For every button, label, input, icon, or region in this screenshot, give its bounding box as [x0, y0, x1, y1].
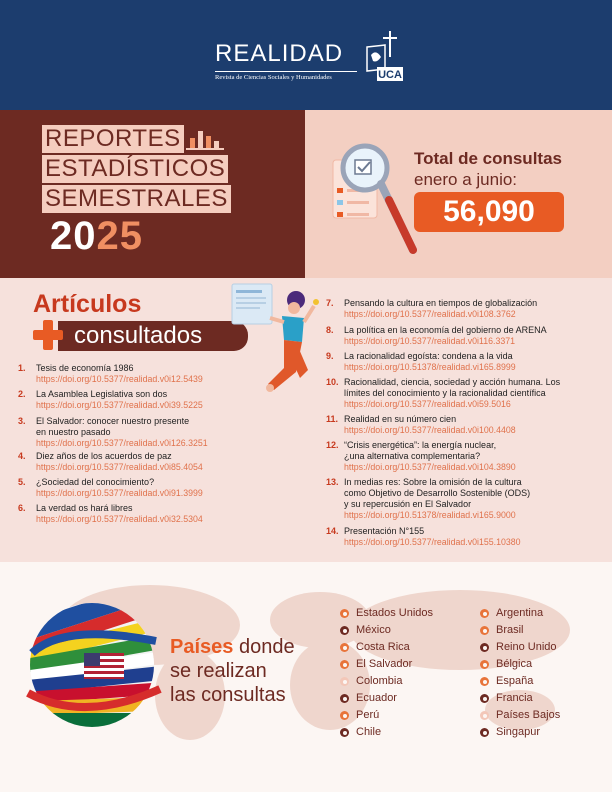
uca-logo-icon	[361, 31, 407, 83]
brand-divider	[215, 71, 357, 72]
country-name: Perú	[356, 709, 380, 721]
bar-chart-icon	[186, 128, 224, 150]
article-doi-link[interactable]: https://doi.org/10.51378/realidad.vi165.9000	[344, 510, 516, 520]
countries-title-rest: donde	[233, 636, 295, 658]
article-number: 13.	[326, 477, 339, 487]
country-name: Chile	[356, 726, 382, 738]
countries-title	[170, 635, 295, 707]
article-title: La verdad os hará libres	[36, 503, 133, 513]
article-doi-link[interactable]: https://doi.org/10.5377/realidad.v0i91.3999	[36, 488, 203, 498]
article-number: 5.	[18, 477, 26, 487]
country-name: España	[496, 675, 534, 687]
article-number: 10.	[326, 377, 339, 387]
total-title: Total de consultas	[414, 149, 562, 168]
article-title: In medias res: Sobre la omisión de la cultura	[344, 477, 522, 487]
country-bullet-icon	[340, 626, 349, 635]
report-title-line: REPORTES	[42, 125, 184, 153]
country-name: Estados Unidos	[356, 607, 434, 619]
article-title: como Objetivo de Desarrollo Sostenible (ODS)	[344, 488, 531, 498]
plus-icon	[31, 318, 65, 352]
flags-globe-icon	[24, 593, 164, 743]
country-bullet-icon	[480, 728, 489, 737]
total-period: enero a junio:	[414, 170, 518, 189]
article-title: El Salvador: conocer nuestro presente	[36, 416, 190, 426]
article-number: 12.	[326, 440, 339, 450]
article-number: 6.	[18, 503, 26, 513]
country-bullet-icon	[340, 660, 349, 669]
article-doi-link[interactable]: https://doi.org/10.5377/realidad.v0i59.5016	[344, 399, 511, 409]
country-bullet-icon	[480, 694, 489, 703]
article-number: 1.	[18, 363, 26, 373]
article-title: La política en la economía del gobierno de ARENA	[344, 325, 547, 335]
article-doi-link[interactable]: https://doi.org/10.5377/realidad.v0i85.4054	[36, 462, 203, 472]
article-title: La racionalidad egoísta: condena a la vida	[344, 351, 513, 361]
country-bullet-icon	[480, 626, 489, 635]
article-doi-link[interactable]: https://doi.org/10.5377/realidad.v0i108.3762	[344, 309, 516, 319]
article-title: Pensando la cultura en tiempos de globalización	[344, 298, 538, 308]
country-name: Colombia	[356, 675, 403, 687]
article-title: Tesis de economía 1986	[36, 363, 134, 373]
article-number: 11.	[326, 414, 339, 424]
article-number: 14.	[326, 526, 339, 536]
articles-subtitle: consultados	[74, 322, 203, 349]
country-name: Brasil	[496, 624, 524, 636]
article-title: Realidad en su número cien	[344, 414, 457, 424]
brand-name: REALIDAD	[215, 40, 344, 67]
country-name: El Salvador	[356, 658, 413, 670]
country-bullet-icon	[340, 711, 349, 720]
countries-title-line2: se realizan	[170, 660, 267, 682]
article-title: Diez años de los acuerdos de paz	[36, 451, 172, 461]
article-doi-link[interactable]: https://doi.org/10.5377/realidad.v0i155.10380	[344, 537, 521, 547]
article-number: 4.	[18, 451, 26, 461]
article-title: y su repercusión en El Salvador	[344, 499, 472, 509]
article-title: Racionalidad, ciencia, sociedad y acción humana. Los	[344, 377, 561, 387]
country-bullet-icon	[340, 728, 349, 737]
countries-title-line3: las consultas	[170, 684, 286, 706]
article-doi-link[interactable]: https://doi.org/10.5377/realidad.v0i104.3890	[344, 462, 516, 472]
uca-logo-text: UCA	[378, 69, 402, 81]
country-name: Bélgica	[496, 658, 533, 670]
report-title-line: SEMESTRALES	[42, 185, 231, 213]
article-doi-link[interactable]: https://doi.org/10.51378/realidad.vi165.8999	[344, 362, 516, 372]
article-doi-link[interactable]: https://doi.org/10.5377/realidad.v0i39.5225	[36, 400, 203, 410]
article-title: en nuestro pasado	[36, 427, 111, 437]
report-year	[50, 214, 143, 259]
article-doi-link[interactable]: https://doi.org/10.5377/realidad.v0i12.5439	[36, 374, 203, 384]
article-title: Presentación N°155	[344, 526, 425, 536]
country-bullet-icon	[340, 694, 349, 703]
brand-subtitle: Revista de Ciencias Sociales y Humanidades	[215, 74, 332, 81]
country-name: Ecuador	[356, 692, 397, 704]
country-bullet-icon	[480, 643, 489, 652]
country-name: Argentina	[496, 607, 544, 619]
woman-reading-illustration-icon	[230, 282, 320, 400]
country-bullet-icon	[340, 643, 349, 652]
country-name: Costa Rica	[356, 641, 410, 653]
country-name: Reino Unido	[496, 641, 557, 653]
article-title: ¿una alternativa complementaria?	[344, 451, 481, 461]
articles-title: Artículos	[33, 290, 142, 318]
magnifier-checklist-icon	[325, 138, 420, 256]
article-doi-link[interactable]: https://doi.org/10.5377/realidad.v0i126.3251	[36, 438, 208, 448]
year-suffix: 25	[96, 214, 143, 258]
article-number: 2.	[18, 389, 26, 399]
country-bullet-icon	[480, 609, 489, 618]
countries-title-bold: Países	[170, 636, 234, 658]
country-name: Países Bajos	[496, 709, 561, 721]
article-number: 3.	[18, 416, 26, 426]
country-name: Francia	[496, 692, 533, 704]
article-number: 9.	[326, 351, 334, 361]
article-number: 7.	[326, 298, 334, 308]
article-title: “Crisis energética”: la energía nuclear,	[344, 440, 497, 450]
article-doi-link[interactable]: https://doi.org/10.5377/realidad.v0i100.4408	[344, 425, 516, 435]
country-bullet-icon	[480, 711, 489, 720]
total-value: 56,090	[414, 192, 564, 232]
country-name: México	[356, 624, 391, 636]
article-doi-link[interactable]: https://doi.org/10.5377/realidad.v0i116.3371	[344, 336, 516, 346]
country-bullet-icon	[340, 609, 349, 618]
article-title: límites del conocimiento y la racionalidad científica	[344, 388, 546, 398]
article-title: ¿Sociedad del conocimiento?	[36, 477, 155, 487]
article-title: La Asamblea Legislativa son dos	[36, 389, 168, 399]
country-bullet-icon	[340, 677, 349, 686]
country-bullet-icon	[480, 660, 489, 669]
country-bullet-icon	[480, 677, 489, 686]
article-number: 8.	[326, 325, 334, 335]
article-doi-link[interactable]: https://doi.org/10.5377/realidad.v0i32.5304	[36, 514, 203, 524]
year-prefix: 20	[50, 214, 97, 258]
country-name: Singapur	[496, 726, 541, 738]
report-title-line: ESTADÍSTICOS	[42, 155, 228, 183]
